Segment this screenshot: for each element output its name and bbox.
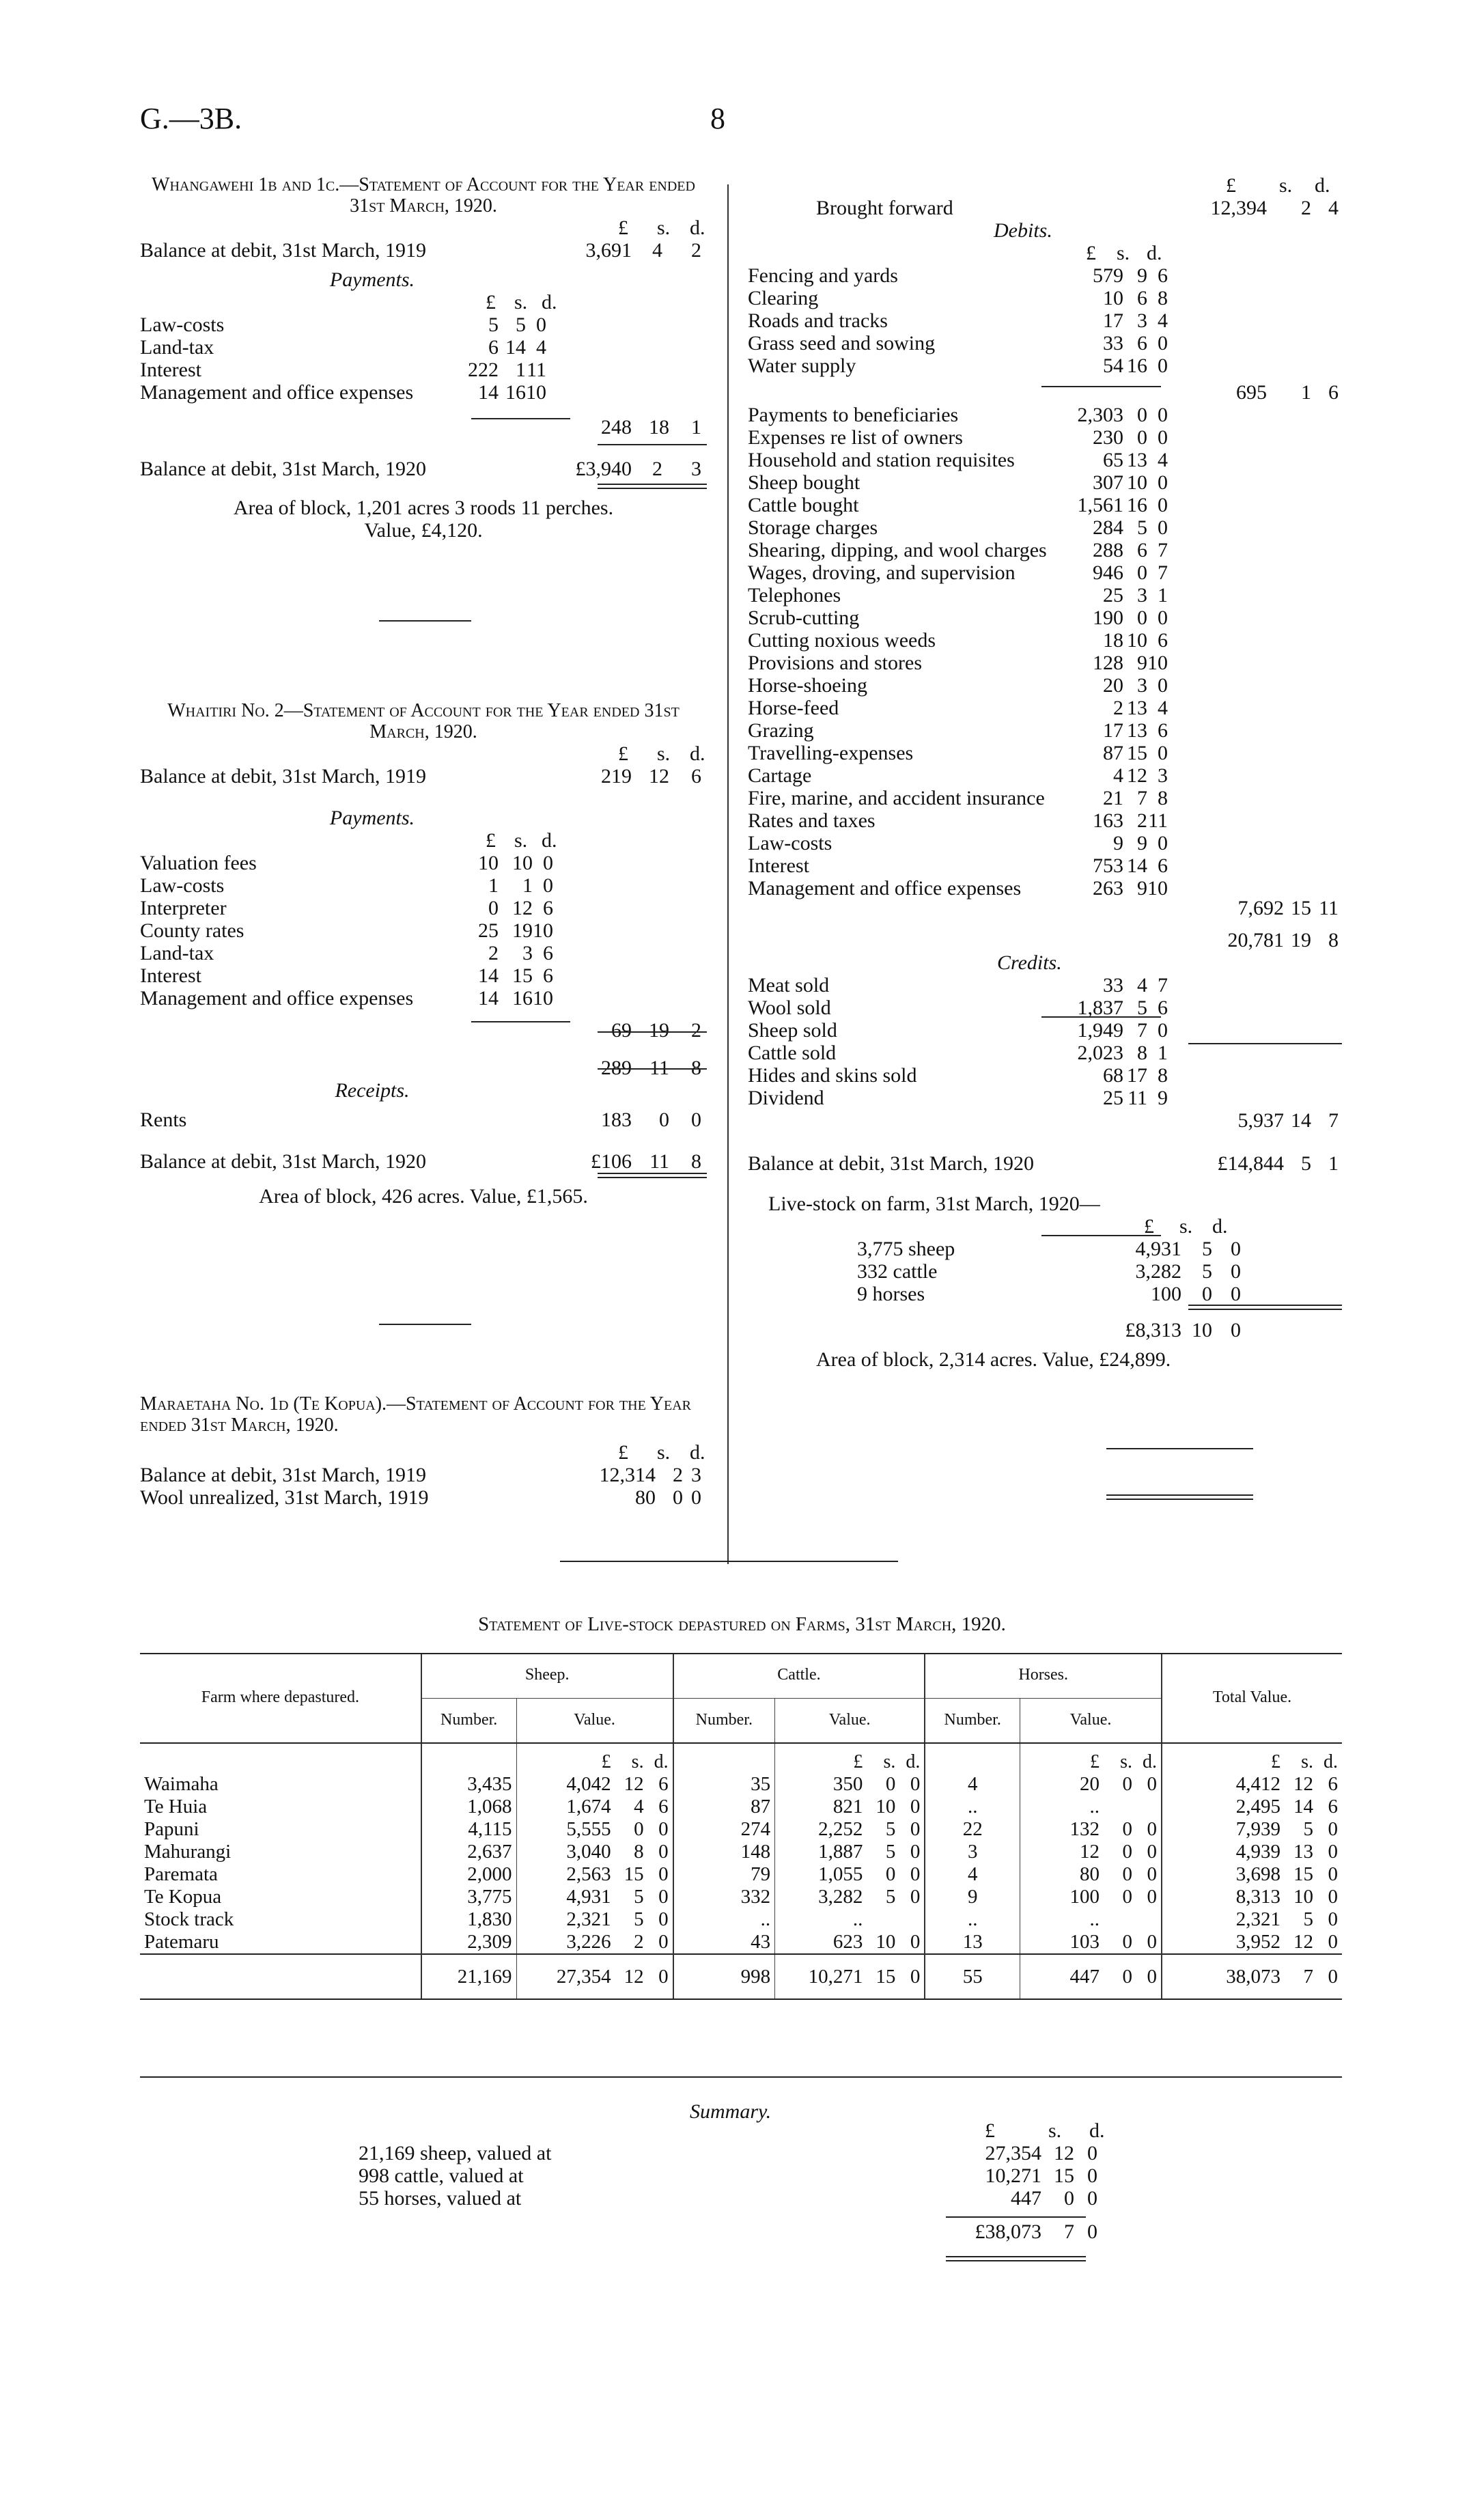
subtotal-rule [1041, 1016, 1161, 1018]
right-account [748, 174, 1342, 1371]
number-cell: 79 [673, 1863, 775, 1886]
payments-total-row: 69 19 2 [611, 1019, 701, 1042]
column-heading: £ s. d. [618, 1441, 705, 1464]
debits-b-total-row: 7,692 15 11 [1237, 897, 1339, 919]
value-cell: 2,495 14 6 [1235, 1796, 1338, 1817]
page-ref: G.—3B. [140, 102, 242, 135]
livestock-total-row: £8,313 10 0 [1125, 1319, 1241, 1341]
livestock-heading: Live-stock on farm, 31st March, 1920— [768, 1193, 1100, 1215]
section-separator [560, 1561, 898, 1562]
livestock-row: 3,775 sheep 4,931 5 0 [857, 1238, 1241, 1260]
number-cell: .. [925, 1908, 1020, 1931]
number-cell: 1,830 [421, 1908, 516, 1931]
value-cell: 7,939 5 0 [1235, 1818, 1338, 1840]
closing-balance-row: Balance at debit, 31st March, 1920 £106 11 8 [140, 1150, 701, 1173]
livestock-grid [140, 1653, 1342, 2000]
payment-row: Land-tax 2 3 6 [140, 942, 553, 964]
table-row [140, 1908, 1342, 1931]
payment-row: Management and office expenses 14 16 10 [140, 987, 553, 1009]
summary-row: 21,169 sheep, valued at 27,354 12 0 [359, 2142, 1097, 2164]
debit-row: Telephones 25 3 1 [748, 584, 1168, 607]
value-cell: .. [775, 1908, 925, 1931]
value-cell: 350 0 0 [775, 1773, 925, 1796]
units-cell: £ s. d. [1271, 1751, 1338, 1772]
opening-balance-row: Balance at debit, 31st March, 1919 3,691 4 2 [140, 239, 701, 262]
value-cell: 27,354 12 0 [516, 1954, 673, 1999]
units-cell: £ s. d. [516, 1743, 673, 1773]
livestock-table [140, 1653, 1342, 2000]
value-cell: 1,887 5 0 [775, 1841, 925, 1863]
col-farm: Farm where depastured. [140, 1653, 421, 1743]
number-cell: 87 [673, 1796, 775, 1818]
col-horses-value: Value. [1020, 1698, 1162, 1743]
area-text: Area of block, 1,201 acres 3 roods 11 perches. [233, 497, 614, 519]
farm-cell: Papuni [140, 1818, 421, 1841]
number-cell: 3 [925, 1841, 1020, 1863]
debits-heading: Debits. [994, 219, 1052, 242]
value-cell: 8,313 10 0 [1235, 1886, 1338, 1908]
debit-row: Expenses re list of owners 230 0 0 [748, 426, 1168, 449]
farm-cell: Te Huia [140, 1796, 421, 1818]
maraetaha-account [140, 1393, 707, 1509]
number-cell: 4 [925, 1863, 1020, 1886]
subtotal-rule [1041, 386, 1161, 387]
value-cell: 38,073 7 0 [1162, 1954, 1342, 1999]
payment-row: Management and office expenses 14 16 10 [140, 381, 546, 404]
number-cell: .. [673, 1908, 775, 1931]
number-cell: 55 [925, 1954, 1020, 1999]
debit-row: Sheep bought 307 10 0 [748, 471, 1168, 494]
value-cell: 3,040 8 0 [516, 1841, 673, 1863]
opening-balance-row: Balance at debit, 31st March, 1919 219 12 6 [140, 765, 701, 788]
table-row [140, 1863, 1342, 1886]
payment-row: Interest 14 15 6 [140, 964, 553, 987]
value-text: Value, £4,120. [364, 519, 483, 542]
credit-row: Wool sold 1,837 5 6 [748, 997, 1168, 1019]
value-cell: 447 0 0 [1020, 1954, 1162, 1999]
col-cattle-value: Value. [775, 1698, 925, 1743]
credit-row: Dividend 25 11 9 [748, 1087, 1168, 1109]
subtotal-rule [1106, 1448, 1253, 1449]
value-cell: 623 10 0 [775, 1931, 925, 1954]
debit-row: Storage charges 284 5 0 [748, 516, 1168, 539]
whaitiri-account [140, 700, 707, 1208]
farm-cell: Waimaha [140, 1773, 421, 1796]
payment-row: Law-costs 5 5 0 [140, 314, 546, 336]
units-row [140, 1743, 1342, 1773]
area-text: Area of block, 2,314 acres. Value, £24,899. [816, 1348, 1171, 1371]
table-row [140, 1841, 1342, 1863]
closing-balance-row: Balance at debit, 31st March, 1920 £14,844 5 1 [748, 1152, 1339, 1175]
double-rule [1106, 1494, 1253, 1500]
value-cell: 3,698 15 0 [1235, 1863, 1338, 1885]
table-row [140, 1818, 1342, 1841]
receipts-heading: Receipts. [335, 1079, 410, 1102]
value-cell: 100 0 0 [1020, 1886, 1162, 1908]
table-row [140, 1886, 1342, 1908]
section-separator [379, 1324, 471, 1325]
rents-row: Rents 183 0 0 [140, 1109, 701, 1131]
debit-row: Horse-shoeing 20 3 0 [748, 674, 1168, 697]
table-row [140, 1796, 1342, 1818]
debit-row: Interest 753 14 6 [748, 854, 1168, 877]
value-cell: 3,952 12 0 [1235, 1931, 1338, 1953]
debit-row: Law-costs 9 9 0 [748, 832, 1168, 854]
summary [140, 2119, 1342, 2243]
double-rule [1188, 1305, 1342, 1310]
debit-row: Cartage 4 12 3 [748, 764, 1168, 787]
area-text: Area of block, 426 acres. Value, £1,565. [259, 1185, 588, 1208]
credit-row: Sheep sold 1,949 7 0 [748, 1019, 1168, 1042]
col-cattle-number: Number. [673, 1698, 775, 1743]
column-heading: £ s. d. [486, 291, 557, 314]
subtotal-rule [471, 1021, 570, 1022]
col-sheep: Sheep. [421, 1653, 673, 1698]
number-cell: 13 [925, 1931, 1020, 1954]
column-heading: £ s. d. [618, 217, 705, 239]
units-cell: £ s. d. [775, 1743, 925, 1773]
total-rule [598, 1068, 707, 1070]
column-divider [727, 184, 729, 1564]
subtotal-row: 289 11 8 [601, 1057, 701, 1079]
number-cell: 4 [925, 1773, 1020, 1796]
payments-heading: Payments. [329, 268, 415, 291]
number-cell: 332 [673, 1886, 775, 1908]
brought-forward-row: Brought forward 12,394 2 4 [816, 197, 1339, 219]
value-cell: 2,563 15 0 [516, 1863, 673, 1886]
debit-row: Roads and tracks 17 3 4 [748, 309, 1168, 332]
number-cell: 35 [673, 1773, 775, 1796]
value-cell: 1,055 0 0 [775, 1863, 925, 1886]
whaitiri-title: Whaitiri No. 2—Statement of Account for the Year ended 31st March, 1920. [167, 700, 680, 742]
farm-cell: Stock track [140, 1908, 421, 1931]
number-cell: 2,000 [421, 1863, 516, 1886]
table-row [140, 1773, 1342, 1796]
farm-cell: Mahurangi [140, 1841, 421, 1863]
debit-row: Management and office expenses 263 9 10 [748, 877, 1168, 900]
value-cell: 10,271 15 0 [775, 1954, 925, 1999]
account-row: Balance at debit, 31st March, 1919 12,314 2 3 [140, 1464, 701, 1486]
livestock-row: 332 cattle 3,282 5 0 [857, 1260, 1241, 1283]
page-number: 8 [710, 102, 725, 135]
payments-heading: Payments. [329, 807, 415, 829]
farm-cell: Paremata [140, 1863, 421, 1886]
number-cell: 43 [673, 1931, 775, 1954]
livestock-table-title: Statement of Live-stock depastured on Farms, 31st March, 1920. [478, 1613, 1006, 1635]
number-cell: 3,775 [421, 1886, 516, 1908]
total-rule [946, 2216, 1086, 2218]
value-cell: 4,939 13 0 [1235, 1841, 1338, 1863]
number-cell: 1,068 [421, 1796, 516, 1818]
number-cell: 9 [925, 1886, 1020, 1908]
credit-row: Cattle sold 2,023 8 1 [748, 1042, 1168, 1064]
maraetaha-title: Maraetaha No. 1d (Te Kopua).—Statement of Account for the Year ended 31st March, 1920. [140, 1393, 691, 1436]
debit-row: Travelling-expenses 87 15 0 [748, 742, 1168, 764]
double-rule [946, 2256, 1086, 2261]
value-cell: 5,555 0 0 [516, 1818, 673, 1841]
value-cell: 4,042 12 6 [516, 1773, 673, 1796]
number-cell: 2,637 [421, 1841, 516, 1863]
value-cell: 1,674 4 6 [516, 1796, 673, 1818]
column-heading: £ s. d. [1226, 174, 1330, 197]
value-cell: .. [1020, 1908, 1162, 1931]
debit-row: Grazing 17 13 6 [748, 719, 1168, 742]
payment-row: County rates 25 19 10 [140, 919, 553, 942]
number-cell: 148 [673, 1841, 775, 1863]
number-cell: .. [925, 1796, 1020, 1818]
value-cell: 3,226 2 0 [516, 1931, 673, 1954]
credit-row: Meat sold 33 4 7 [748, 974, 1168, 997]
value-cell: 2,321 5 0 [516, 1908, 673, 1931]
value-cell: 4,931 5 0 [516, 1886, 673, 1908]
debit-row: Payments to beneficiaries 2,303 0 0 [748, 404, 1168, 426]
section-separator [379, 620, 471, 622]
farm-cell: Patemaru [140, 1931, 421, 1954]
value-cell: 2,321 5 0 [1235, 1908, 1338, 1930]
debit-row: Household and station requisites 65 13 4 [748, 449, 1168, 471]
column-heading: £ s. d. [985, 2119, 1105, 2142]
summary-row: 998 cattle, valued at 10,271 15 0 [359, 2164, 1097, 2187]
debit-row: Rates and taxes 163 2 11 [748, 809, 1168, 832]
value-cell: 12 0 0 [1020, 1841, 1162, 1863]
payments-total-row: 248 18 1 [601, 416, 701, 438]
debit-row: Grass seed and sowing 33 6 0 [748, 332, 1168, 354]
payment-row: Interpreter 0 12 6 [140, 897, 553, 919]
debit-row: Shearing, dipping, and wool charges 288 6 7 [748, 539, 1168, 561]
value-cell: 80 0 0 [1020, 1863, 1162, 1886]
total-rule [598, 444, 707, 445]
number-cell: 4,115 [421, 1818, 516, 1841]
col-total: Total Value. [1162, 1653, 1342, 1743]
debits-a-total-row: 695 1 6 [1236, 381, 1339, 404]
double-rule [598, 484, 707, 489]
farm-cell: Te Kopua [140, 1886, 421, 1908]
debit-row: Provisions and stores 128 9 10 [748, 652, 1168, 674]
debit-row: Cattle bought 1,561 16 0 [748, 494, 1168, 516]
whangawehi-title: Whangawehi 1b and 1c.—Statement of Account for the Year ended 31st March, 1920. [152, 174, 695, 217]
col-horses-number: Number. [925, 1698, 1020, 1743]
number-cell: 2,309 [421, 1931, 516, 1954]
closing-balance-row: Balance at debit, 31st March, 1920 £3,940 2 3 [140, 458, 701, 480]
table-row [140, 1931, 1342, 1954]
column-heading: £ s. d. [486, 829, 557, 852]
section-separator [140, 2076, 1342, 2078]
summary-heading: Summary. [690, 2100, 772, 2123]
number-cell: 3,435 [421, 1773, 516, 1796]
value-cell: 20 0 0 [1020, 1773, 1162, 1796]
column-heading: £ s. d. [1086, 242, 1162, 264]
debit-row: Fire, marine, and accident insurance 21 7 8 [748, 787, 1168, 809]
debit-row: Horse-feed 2 13 4 [748, 697, 1168, 719]
total-rule [598, 1031, 707, 1033]
debit-row: Wages, droving, and supervision 946 0 7 [748, 561, 1168, 584]
totals-row [140, 1954, 1342, 1999]
total-rule [1188, 1043, 1342, 1044]
credits-heading: Credits. [997, 951, 1062, 974]
value-cell: 132 0 0 [1020, 1818, 1162, 1841]
col-horses: Horses. [925, 1653, 1162, 1698]
units-cell: £ s. d. [1020, 1743, 1162, 1773]
value-cell: .. [1020, 1796, 1162, 1818]
payment-row: Interest 222 1 11 [140, 359, 546, 381]
value-cell: 4,412 12 6 [1235, 1773, 1338, 1795]
debit-row: Water supply 54 16 0 [748, 354, 1168, 377]
number-cell: 274 [673, 1818, 775, 1841]
summary-row: 55 horses, valued at 447 0 0 [359, 2187, 1097, 2210]
column-heading: £ s. d. [1144, 1215, 1228, 1238]
col-cattle: Cattle. [673, 1653, 925, 1698]
col-sheep-value: Value. [516, 1698, 673, 1743]
debit-row: Cutting noxious weeds 18 10 6 [748, 629, 1168, 652]
payment-row: Valuation fees 10 10 0 [140, 852, 553, 874]
number-cell: 998 [673, 1954, 775, 1999]
payment-row: Land-tax 6 14 4 [140, 336, 546, 359]
credit-row: Hides and skins sold 68 17 8 [748, 1064, 1168, 1087]
subtotal-rule [471, 418, 570, 419]
summary-total-row: £38,073 7 0 [975, 2220, 1097, 2243]
value-cell: 821 10 0 [775, 1796, 925, 1818]
debit-row: Scrub-cutting 190 0 0 [748, 607, 1168, 629]
double-rule [598, 1173, 707, 1178]
number-cell: 22 [925, 1818, 1020, 1841]
livestock-row: 9 horses 100 0 0 [857, 1283, 1241, 1305]
grand-subtotal-row: 20,781 19 8 [1227, 929, 1339, 951]
payment-row: Law-costs 1 1 0 [140, 874, 553, 897]
value-cell: 103 0 0 [1020, 1931, 1162, 1954]
col-sheep-number: Number. [421, 1698, 516, 1743]
debit-row: Clearing 10 6 8 [748, 287, 1168, 309]
value-cell: 3,282 5 0 [775, 1886, 925, 1908]
number-cell: 21,169 [421, 1954, 516, 1999]
column-heading: £ s. d. [618, 742, 705, 765]
debit-row: Fencing and yards 579 9 6 [748, 264, 1168, 287]
account-row: Wool unrealized, 31st March, 1919 80 0 0 [140, 1486, 701, 1509]
value-cell: 2,252 5 0 [775, 1818, 925, 1841]
credits-total-row: 5,937 14 7 [1237, 1109, 1339, 1132]
subtotal-rule [1041, 1235, 1161, 1236]
